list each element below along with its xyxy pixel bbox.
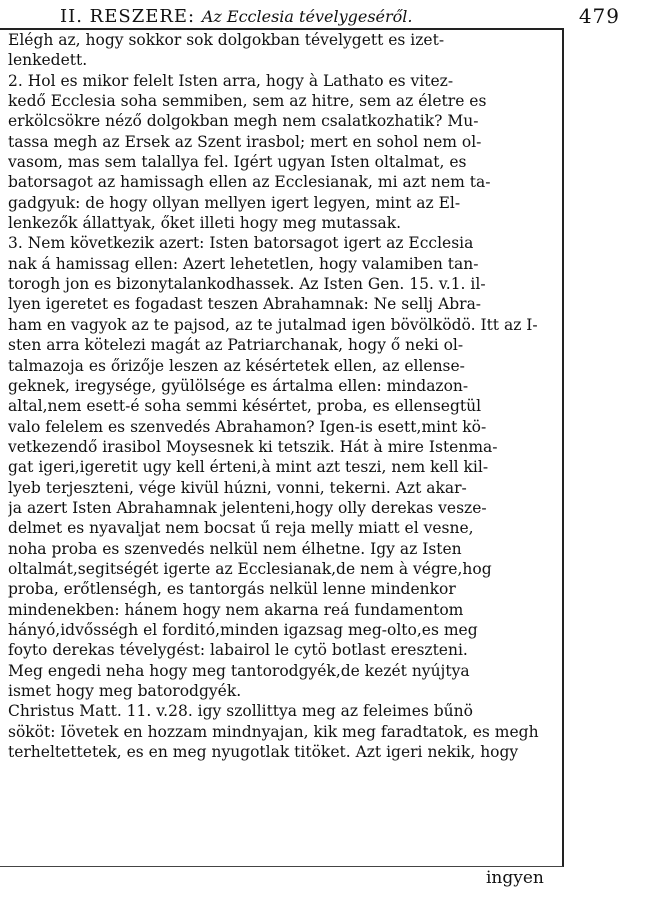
text-line: talmazoja es őrizője leszen az késértetek ellen, az ellense- (8, 356, 465, 375)
running-title (60, 6, 412, 27)
text-line: hányó,idvősségh el forditó,minden igazsag meg-olto,es meg (8, 620, 478, 639)
text-line: gadgyuk: de hogy ollyan mellyen igert legyen, mint az El- (8, 193, 461, 212)
text-line: altal,nem esett-é soha semmi késértet, proba, es ellensegtül (8, 397, 482, 416)
running-title-italic: Az Ecclesia tévelygeséről. (201, 7, 413, 26)
text-line: nak á hamissag ellen: Azert lehetetlen, hogy valamiben tan- (8, 254, 479, 273)
text-line: lenkezők állattyak, őket illeti hogy meg mutassak. (8, 214, 402, 233)
text-line: foyto derekas tévelygést: labairol le cytö botlast ereszteni. (8, 641, 468, 660)
text-line: vetkezendő irasibol Moysesnek ki tetszik. Hát à mire Istenma- (8, 437, 498, 456)
text-line: noha proba es szenvedés nelkül nem élhetne. Igy az Isten (8, 539, 462, 558)
text-line: terheltettetek, es en meg nyugotlak titöket. Azt igeri nekik, hogy (8, 743, 519, 762)
text-line: ja azert Isten Abrahamnak jelenteni,hogy olly derekas vesze- (8, 498, 487, 517)
text-line: 3. Nem következik azert: Isten batorsagot igert az Ecclesia (8, 234, 474, 253)
text-line: tassa megh az Ersek az Szent irasbol; mert en sohol nem ol- (8, 132, 482, 151)
text-line: kedő Ecclesia soha semmiben, sem az hitre, sem az életre es (8, 92, 487, 111)
text-line: gat igeri,igeretit ugy kell érteni,à mint azt teszi, nem kell kil- (8, 458, 489, 477)
text-line: lenkedett. (8, 51, 88, 70)
text-line: lyeb terjeszteni, vége kivül húzni, vonni, tekerni. Azt akar- (8, 478, 467, 497)
text-line: ismet hogy meg batorodgyék. (8, 682, 242, 700)
text-line: 2. Hol es mikor felelt Isten arra, hogy à Lathato es vitez- (8, 71, 454, 90)
text-line: geknek, iregysége, gyülölsége es ártalma ellen: mindazon- (8, 376, 469, 395)
text-line: Meg engedi neha hogy meg tantorodgyék,de kezét nyújtya (8, 661, 470, 680)
text-line: erkölcsökre néző dolgokban megh nem csalatkozhatik? Mu- (8, 112, 479, 131)
page-number: 479 (578, 4, 620, 28)
running-title-roman: II. RESZERE: (60, 6, 196, 27)
text-line: delmet es nyavaljat nem bocsat ű reja melly miatt el vesne, (8, 519, 474, 538)
text-line: valo felelem es szenvedés Abrahamon? Igen-is esett,mint kö- (8, 417, 487, 436)
text-line: oltalmát,segitségét igerte az Ecclesianak,de nem à végre,hog (8, 559, 492, 578)
text-line: sököt: Iövetek en hozzam mindnyajan, kik meg faradtatok, es megh (8, 722, 539, 741)
text-line: Christus Matt. 11. v.28. igy szollittya meg az feleimes bűnö (8, 702, 473, 721)
text-line: torogh jon es bizonytalankodhassek. Az Isten Gen. 15. v.1. il- (8, 275, 486, 294)
text-line: Elégh az, hogy sokkor sok dolgokban tévelygett es izet- (8, 31, 445, 49)
body-text (8, 30, 556, 762)
text-line: proba, erőtlenségh, es tantorgás nelkül lenne mindenkor (8, 580, 456, 599)
page-header (60, 4, 620, 28)
catchword: ingyen (486, 868, 544, 888)
text-line: vasom, mas sem talallya fel. Igért ugyan Isten oltalmat, es (8, 153, 467, 172)
text-line: sten arra kötelezi magát az Patriarchanak, hogy ő neki ol- (8, 336, 464, 355)
text-line: batorsagot az hamissagh ellen az Ecclesianak, mi azt nem ta- (8, 173, 491, 192)
text-line: lyen igeretet es fogadast teszen Abrahamnak: Ne sellj Abra- (8, 295, 482, 314)
text-line: ham en vagyok az te pajsod, az te jutalmad igen bövölködö. Itt az I- (8, 315, 538, 334)
text-line: mindenekben: hánem hogy nem akarna reá fundamentom (8, 600, 464, 619)
